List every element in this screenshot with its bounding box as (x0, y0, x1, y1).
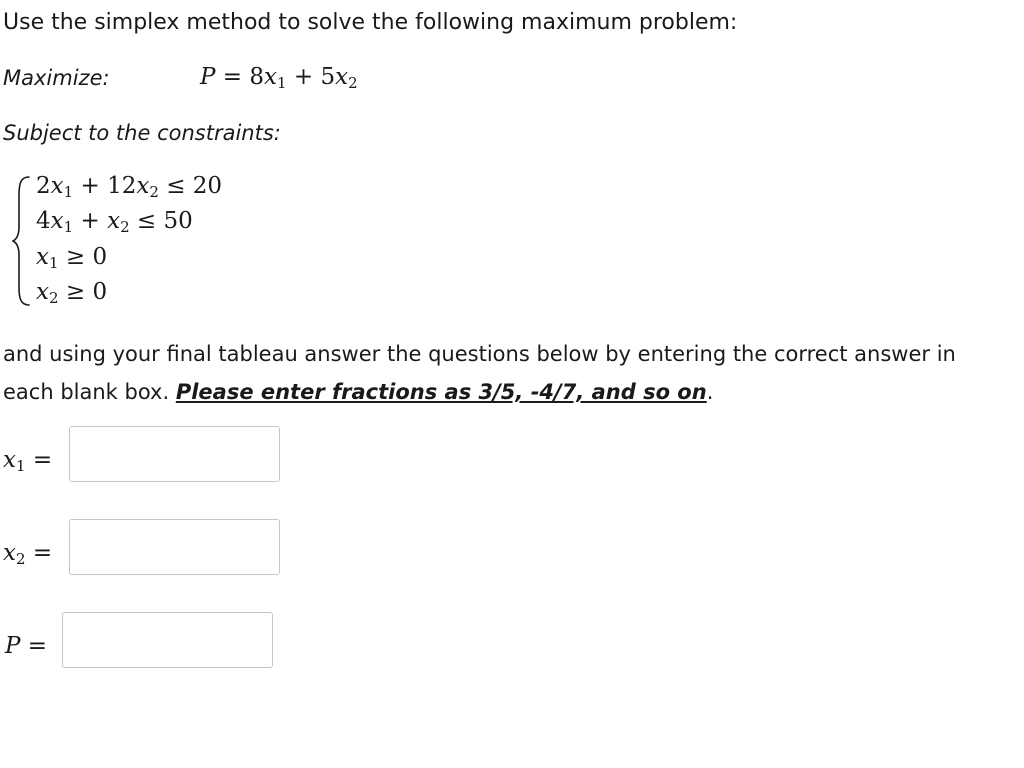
constraint-2 (36, 208, 193, 234)
objective-plus: + (293, 64, 314, 90)
objective-term2-coef: 5 (320, 64, 336, 90)
constraint-2-sub1: 1 (63, 218, 74, 236)
constraint-3-rhs: 0 (92, 244, 108, 270)
answer-x2-sub: 2 (15, 550, 26, 568)
answer-x1-var: x (3, 447, 16, 473)
answer-p-input[interactable] (62, 612, 273, 668)
constraints-label: Subject to the constraints: (3, 121, 281, 145)
constraint-4-rhs: 0 (92, 279, 108, 305)
constraint-2-relation: ≤ (136, 208, 157, 234)
maximize-label: Maximize: (3, 66, 110, 90)
constraint-1-relation: ≤ (166, 173, 186, 199)
constraint-2-var2: x (107, 208, 121, 234)
constraint-2-coef1: 4 (36, 208, 51, 234)
objective-term2-sub: 2 (348, 74, 358, 92)
objective-lhs: P (200, 64, 216, 90)
fraction-format-note: Please enter fractions as 3/5, -4/7, and so on (175, 380, 707, 404)
instructions-line-2 (3, 373, 956, 411)
constraints-brace (12, 175, 32, 307)
constraint-3-var: x (36, 244, 49, 270)
constraint-3-sub: 1 (48, 254, 59, 272)
objective-term1-coef: 8 (249, 64, 265, 90)
answer-p-var: P (5, 633, 21, 659)
constraint-1-rhs: 20 (192, 173, 223, 199)
constraint-1-sub2: 2 (149, 183, 159, 201)
instructions-prefix: each blank box. (3, 380, 176, 404)
constraint-1-var2: x (136, 173, 150, 199)
constraint-4-var: x (36, 279, 49, 305)
constraint-2-var1: x (50, 208, 64, 234)
constraint-4 (36, 279, 107, 305)
constraint-2-rhs: 50 (163, 208, 193, 234)
objective-equals: = (222, 64, 243, 90)
constraint-1-op: + (80, 173, 100, 199)
constraint-2-sub2: 2 (120, 218, 130, 236)
answer-p-label (5, 633, 47, 659)
objective-term1-var: x (264, 64, 278, 90)
answer-x2-var: x (3, 540, 16, 566)
constraint-1-coef1: 2 (36, 173, 51, 199)
objective-function (200, 64, 358, 90)
instructions-suffix: . (706, 380, 714, 404)
answer-x2-label (3, 540, 52, 566)
constraint-3-relation: ≥ (65, 244, 86, 270)
answer-x2-equals: = (32, 540, 53, 566)
constraint-1 (36, 173, 222, 199)
constraint-1-sub1: 1 (63, 183, 74, 201)
constraint-2-op: + (80, 208, 100, 234)
answer-x1-label (3, 447, 52, 473)
instructions-line-1: and using your final tableau answer the questions below by entering the correct answer in (3, 342, 956, 366)
answer-x1-input[interactable] (69, 426, 280, 482)
answer-p-equals: = (27, 633, 48, 659)
answer-x1-sub: 1 (15, 457, 26, 475)
objective-term1-sub: 1 (277, 74, 287, 92)
constraint-4-relation: ≥ (65, 279, 86, 305)
objective-term2-var: x (335, 64, 349, 90)
constraint-1-var1: x (50, 173, 64, 199)
instructions (3, 335, 956, 411)
constraint-4-sub: 2 (48, 289, 59, 307)
constraint-3 (36, 244, 107, 270)
constraint-1-coef2: 12 (107, 173, 137, 199)
answer-x1-equals: = (32, 447, 53, 473)
problem-intro: Use the simplex method to solve the following maximum problem: (3, 10, 738, 35)
answer-x2-input[interactable] (69, 519, 280, 575)
